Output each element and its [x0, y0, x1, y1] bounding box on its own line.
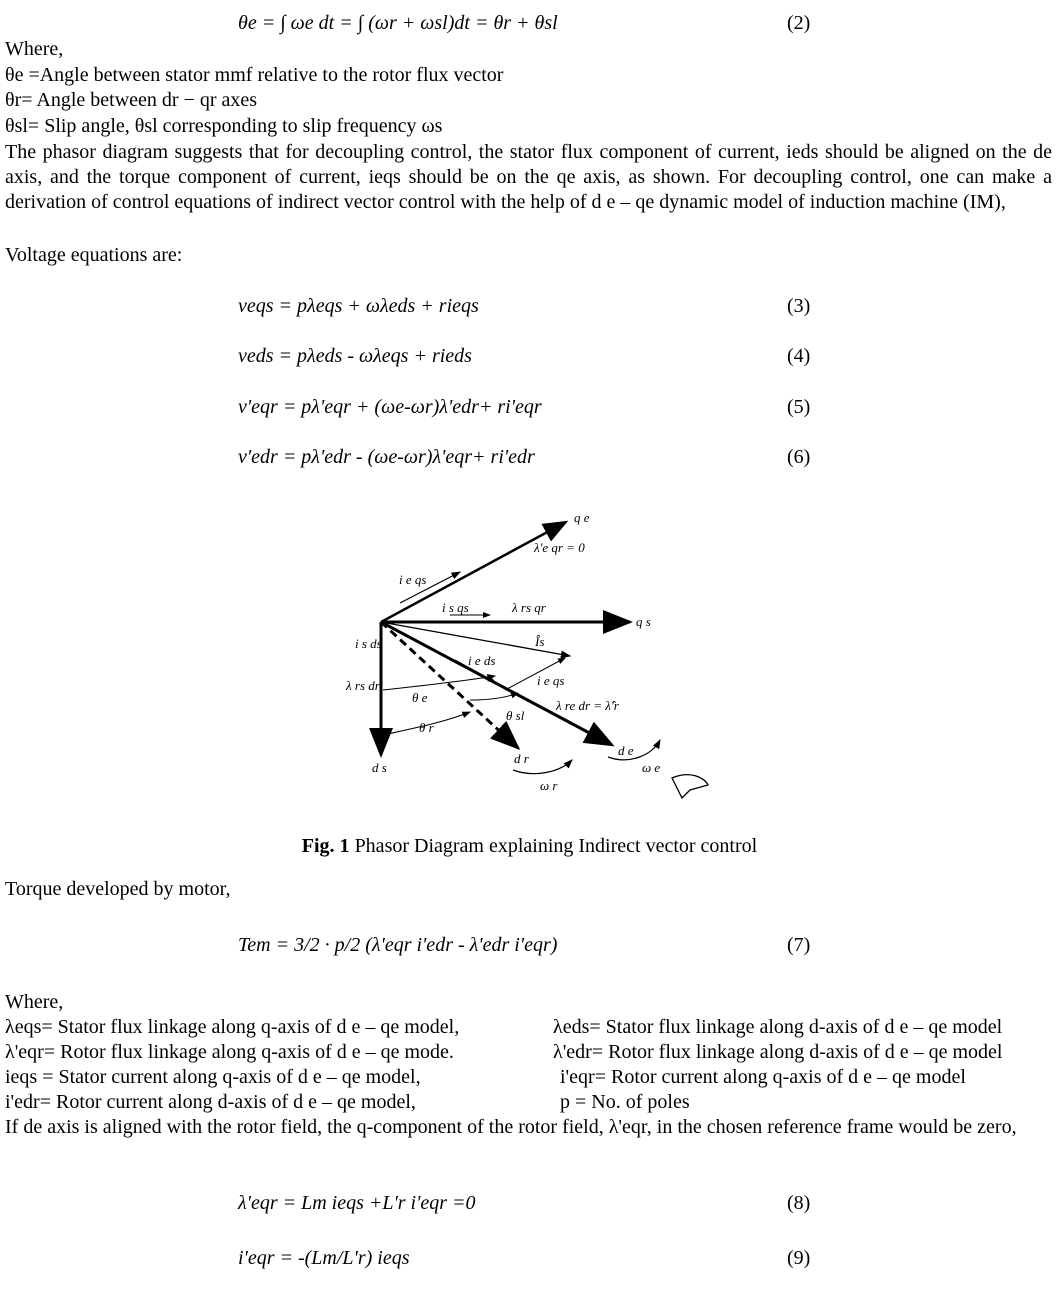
label-Is: Îs [535, 634, 545, 649]
torque-intro: Torque developed by motor, [5, 878, 231, 900]
label-iqs-s: i s qs [442, 600, 469, 615]
ids-e-arrow [455, 660, 495, 682]
label-theta-r: θ r [419, 720, 434, 735]
label-ids-e: i e ds [468, 653, 496, 668]
label-de: d e [618, 743, 634, 758]
label-omega-r: ω r [540, 778, 558, 793]
where-label-1: Where, [5, 38, 64, 60]
definition-lambda-dr: λ'edr= Rotor flux linkage along d-axis of d e – qe model [553, 1041, 1003, 1063]
equation-2 [238, 12, 558, 35]
definition-lambda-qr: λ'eqr= Rotor flux linkage along q-axis of d e – qe mode. [5, 1041, 454, 1063]
theta-r-arc [383, 712, 470, 735]
iqs-e-component [505, 658, 565, 690]
definition-poles: p = No. of poles [560, 1091, 690, 1113]
is-phasor [381, 622, 570, 656]
rotor-field-paragraph: If de axis is aligned with the rotor field, the q-component of the rotor field, λ'eqr, in the chosen reference frame would be zero, [5, 1116, 1017, 1138]
voltage-intro: Voltage equations are: [5, 244, 183, 266]
omega-e-arc [608, 740, 660, 760]
cursor-hand [672, 775, 708, 798]
equation-4-number: (4) [787, 345, 811, 367]
definition-iqs: ieqs = Stator current along q-axis of d e – qe model, [5, 1066, 421, 1088]
label-ds: d s [372, 760, 387, 775]
figure-caption-number: Fig. 1 [301, 835, 350, 857]
equation-3-number: (3) [787, 295, 811, 317]
equation-6-number: (6) [787, 446, 811, 468]
iqs-e-arrow [400, 572, 460, 603]
equation-8-number: (8) [787, 1192, 811, 1214]
equation-5: v'eqr = pλ'eqr + (ωe-ωr)λ'edr+ ri'eqr [238, 396, 542, 418]
omega-r-arc [513, 760, 572, 774]
figure-caption [0, 835, 1059, 858]
equation-4: veds = pλeds - ωλeqs + rieds [238, 345, 472, 367]
definition-lambda-qs: λeqs= Stator flux linkage along q-axis of d e – qe model, [5, 1016, 460, 1038]
label-theta-sl: θ sl [506, 708, 525, 723]
definition-theta-e: θe =Angle between stator mmf relative to the rotor flux vector [5, 64, 504, 86]
label-qs: q s [636, 614, 651, 629]
label-lambda-qr-s: λ rs qr [512, 600, 546, 615]
label-iqs-e: i e qs [537, 673, 565, 688]
qe-axis [381, 522, 566, 622]
equation-8: λ'eqr = Lm ieqs +L'r i'eqr =0 [238, 1192, 476, 1214]
label-qe: q e [574, 510, 590, 525]
label-theta-e: θ e [412, 690, 428, 705]
equation-7-number: (7) [787, 934, 811, 956]
equation-2-text: θe = ∫ ωe dt = ∫ (ωr + ωsl)dt = θr + θsl [238, 12, 558, 34]
label-iqs-e-top: i e qs [399, 572, 427, 587]
de-axis [381, 622, 612, 745]
where-label-2: Where, [5, 991, 64, 1013]
definition-lambda-ds: λeds= Stator flux linkage along d-axis of d e – qe model [553, 1016, 1003, 1038]
definition-idr: i'edr= Rotor current along d-axis of d e – qe model, [5, 1091, 416, 1113]
label-ids-s: i s ds [355, 636, 382, 651]
equation-2-number: (2) [787, 12, 811, 34]
label-lambda-qr-e: λ'e qr = 0 [534, 540, 585, 555]
equation-3: veqs = pλeqs + ωλeds + rieqs [238, 295, 479, 317]
equation-5-number: (5) [787, 396, 811, 418]
definition-theta-sl: θsl= Slip angle, θsl corresponding to slip frequency ωs [5, 115, 443, 137]
equation-7: Tem = 3/2 · p/2 (λ'eqr i'edr - λ'edr i'eqr) [238, 934, 558, 956]
dr-axis [381, 622, 518, 748]
label-omega-e: ω e [642, 760, 661, 775]
equation-9: i'eqr = -(Lm/L'r) ieqs [238, 1247, 410, 1269]
figure-caption-text: Phasor Diagram explaining Indirect vector control [349, 835, 758, 857]
theta-e-arc [383, 676, 495, 690]
label-lambda-dr-e: λ re dr = λ̂'r [556, 698, 619, 713]
definition-iqr: i'eqr= Rotor current along q-axis of d e – qe model [560, 1066, 966, 1088]
equation-6: v'edr = pλ'edr - (ωe-ωr)λ'eqr+ ri'edr [238, 446, 535, 468]
theta-sl-arc [470, 693, 518, 700]
definition-theta-r: θr= Angle between dr − qr axes [5, 89, 258, 111]
decoupling-paragraph: The phasor diagram suggests that for decoupling control, the stator flux component of current, ieds should be aligned on the de axis, and the torque component of current, ieqs should be on the qe axis, as shown. For decoupling control, one can make a derivation of control equations of indirect vector control with the help of d e – qe dynamic model of induction machine (IM), [5, 141, 1052, 213]
label-lambda-dr-s: λ rs dr [346, 678, 380, 693]
label-dr: d r [514, 751, 529, 766]
equation-9-number: (9) [787, 1247, 811, 1269]
